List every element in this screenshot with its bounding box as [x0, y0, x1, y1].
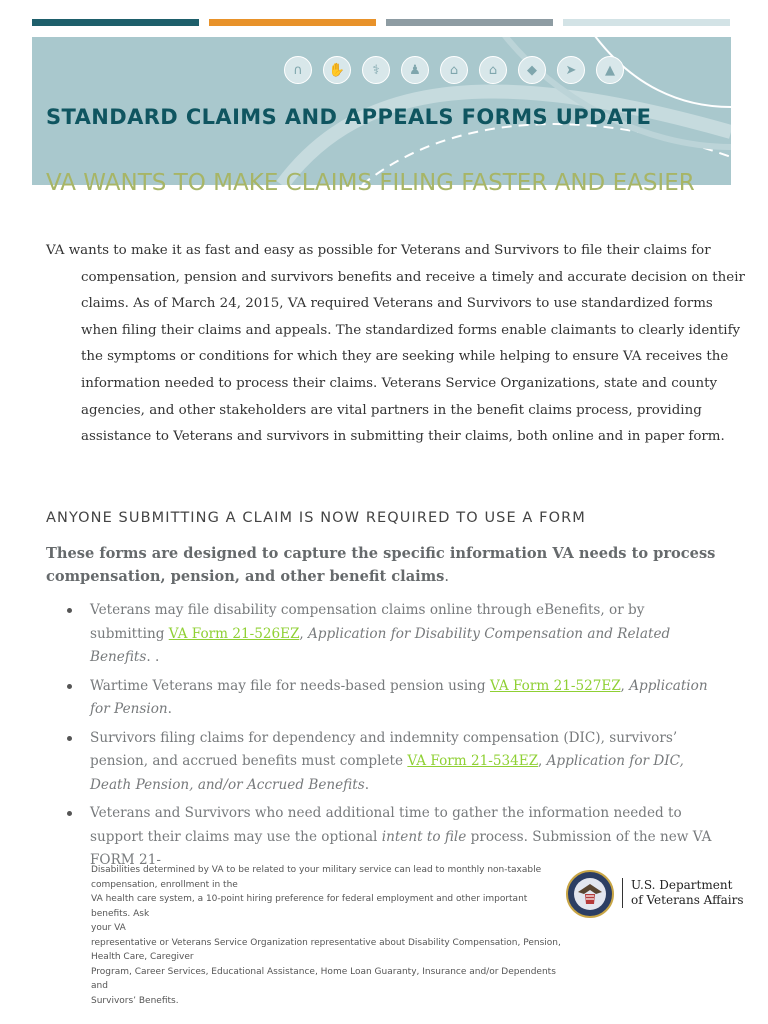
shield-icon: ◆	[518, 56, 546, 84]
form-title: Application for DIC, Death Pension, and/or Accrued Benefits	[90, 753, 684, 793]
list-item-sep: ,	[537, 753, 547, 769]
form-title: Application for Disability Compensation and Related Benefits	[90, 625, 671, 665]
list-item-text: Wartime Veterans may file for needs-based pension using	[90, 677, 490, 694]
va-logo-text	[622, 878, 744, 908]
color-bar-teal	[32, 19, 199, 26]
list-item-sep: ,	[299, 625, 308, 642]
forms-list	[62, 599, 722, 878]
section-lead-period: .	[444, 567, 450, 585]
list-item	[62, 802, 722, 873]
page-title: STANDARD CLAIMS AND APPEALS FORMS UPDATE	[46, 105, 652, 129]
hand-icon: ✋	[323, 56, 351, 84]
list-item	[62, 599, 722, 670]
cemetery-icon: ▲	[596, 56, 624, 84]
footer-line: compensation, enrollment in the	[91, 879, 238, 890]
section-heading: ANYONE SUBMITTING A CLAIM IS NOW REQUIRED TO USE A FORM	[46, 510, 586, 526]
va-seal-icon	[566, 870, 614, 918]
header-banner	[32, 37, 731, 185]
footer-line: Survivors’ Benefits.	[91, 995, 179, 1006]
footer-line: Program, Career Services, Educational Assistance, Home Loan Guaranty, Insurance and/or Dependents and	[91, 966, 556, 991]
va-logo-line1: U.S. Department	[631, 878, 733, 892]
list-item-text: Veterans and Survivors who need additional time to gather the information needed to support their claims may use the optional	[90, 805, 682, 845]
footer-line: Health Care, Caregiver	[91, 952, 194, 962]
list-item-end: .	[167, 701, 172, 717]
form-title: Application for Pension	[90, 677, 708, 717]
home-icon: ⌂	[479, 56, 507, 84]
headline: VA WANTS TO MAKE CLAIMS FILING FASTER AND EASIER	[46, 170, 695, 196]
intro-paragraph: VA wants to make it as fast and easy as possible for Veterans and Survivors to file their claims for compensation, pension and survivors benefits and receive a timely and accurate decision on their claims. As of March 24, 2015, VA required Veterans and Survivors to use standardized forms when filing their claims and appeals. The standardized forms enable claimants to clearly identify the symptoms or conditions for which they are seeking while helping to ensure VA receives the information needed to process their claims. Veterans Service Organizations, state and county agencies, and other stakeholders are vital partners in the benefit claims process, providing assistance to Veterans and survivors in submitting their claims, both online and in paper form.	[46, 243, 745, 445]
form-526ez-link[interactable]: VA Form 21-526EZ	[168, 625, 300, 642]
list-item-end: . .	[146, 649, 160, 665]
va-logo-line2: of Veterans Affairs	[631, 893, 744, 907]
list-item-end: process. Submission of the new VA FORM 21-	[90, 828, 712, 868]
footer-line: your VA	[91, 923, 126, 933]
section-lead-bold: These forms are designed to capture the specific information VA needs to process compensation, pension, and other benefit claims	[46, 545, 716, 585]
footer-line: representative or Veterans Service Organization representative about Disability Compensation, Pension,	[91, 937, 561, 948]
intent-to-file-text: intent to file	[381, 828, 467, 845]
list-item-end: .	[364, 776, 370, 793]
list-item-sep: ,	[620, 677, 630, 694]
medical-icon: ⚕	[362, 56, 390, 84]
list-item	[62, 727, 722, 798]
footer-line: Disabilities determined by VA to be related to your military service can lead to monthly non-taxable	[91, 865, 542, 875]
handshake-icon: ∩	[284, 56, 312, 84]
footer-disclaimer	[91, 863, 569, 1008]
section-lead	[46, 543, 726, 588]
color-bar-gray	[386, 19, 553, 26]
family-icon: ♟	[401, 56, 429, 84]
list-item	[62, 675, 722, 722]
footer-line: VA health care system, a 10-point hiring preference for federal employment and other important benefits. Ask	[91, 894, 528, 919]
list-item-text: Veterans may file disability compensation claims online through eBenefits, or by submitting	[90, 602, 645, 642]
color-bar-light	[563, 19, 730, 26]
color-bar-orange	[209, 19, 376, 26]
form-534ez-link[interactable]: VA Form 21-534EZ	[407, 753, 538, 769]
form-527ez-link[interactable]: VA Form 21-527EZ	[489, 677, 621, 694]
runner-icon: ➤	[557, 56, 585, 84]
graduation-cap-icon: ⌂	[440, 56, 468, 84]
list-item-text: Survivors filing claims for dependency and indemnity compensation (DIC), survivors’ pension, and accrued benefits must complete	[90, 729, 678, 769]
benefit-icons	[284, 56, 624, 84]
